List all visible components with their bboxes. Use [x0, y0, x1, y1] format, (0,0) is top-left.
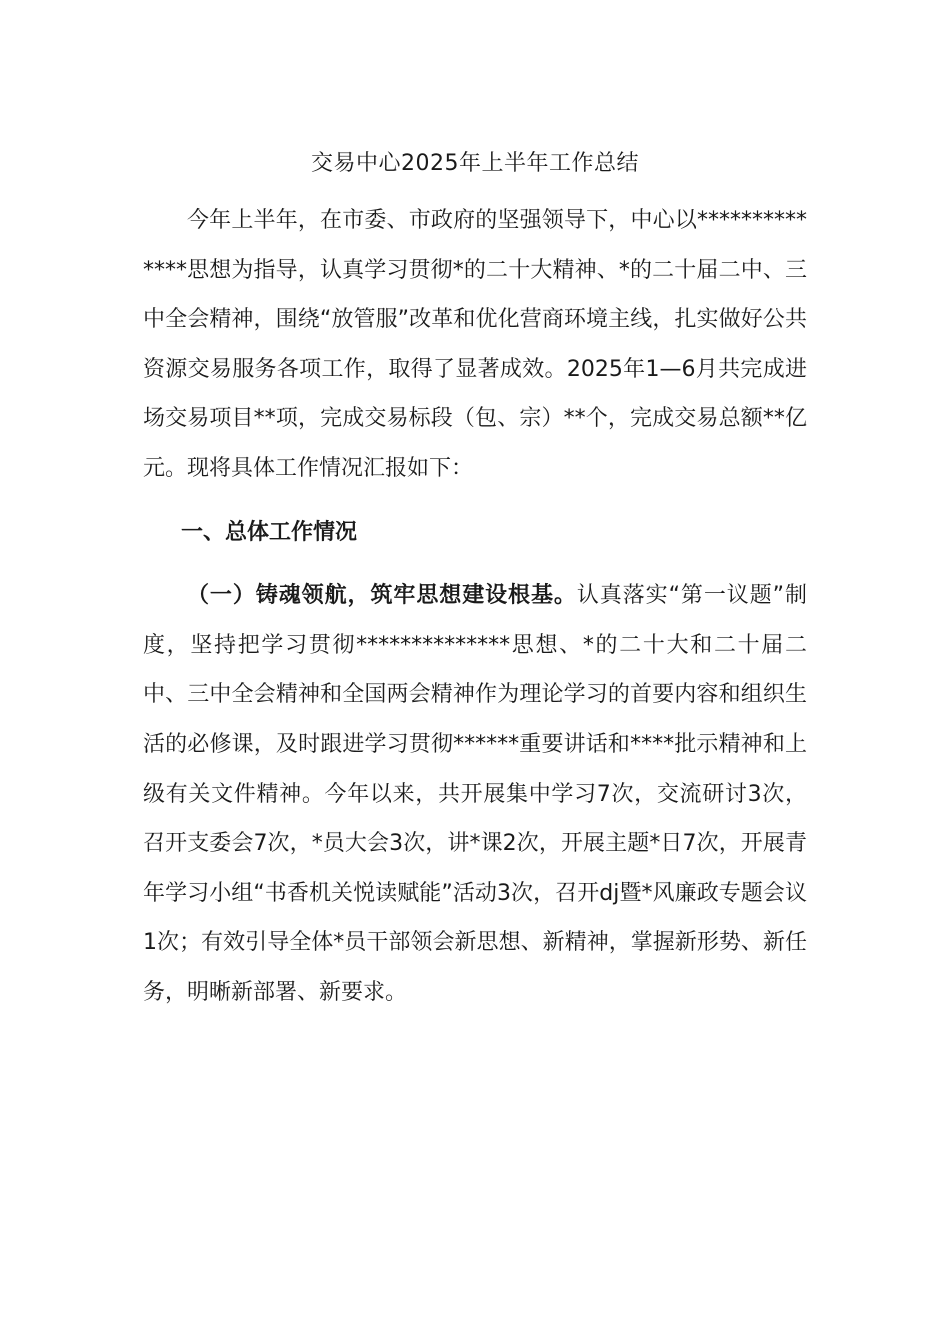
- document-body: [143, 146, 807, 1018]
- section-heading: 一、总体工作情况: [181, 519, 358, 545]
- subsection-lead: （一）铸魂领航，筑牢思想建设根基。: [187, 583, 577, 609]
- subsection-body: 认真落实“第一议题”制度，坚持把学习贯彻**************思想、*的二十大和二十届二中、三中全会精神和全国两会精神作为理论学习的首要内容和组织生活的必修课，及时跟进学习贯彻******重要讲话和****批示精神和上级有关文件精神。今年以来，共开展集中学习7次，交流研讨3次，召开支委会7次，*员大会3次，讲*课2次，开展主题*日7次，开展青年学习小组“书香机关悦读赋能”活动3次，召开dj暨*风廉政专题会议1次；有效引导全体*员干部领会新思想、新精神，掌握新形势、新任务，明晰新部署、新要求。: [143, 583, 807, 1005]
- subsection-paragraph: [143, 571, 807, 1017]
- document-title: 交易中心2025年上半年工作总结: [311, 151, 639, 176]
- intro-paragraph: 今年上半年，在市委、市政府的坚强领导下，中心以**************思想为指导，认真学习贯彻*的二十大精神、*的二十届二中、三中全会精神，围绕“放管服”改革和优化营商环境主线，扎实做好公共资源交易服务各项工作，取得了显著成效。2025年1—6月共完成进场交易项目**项，完成交易标段（包、宗）**个，完成交易总额**亿元。现将具体工作情况汇报如下：: [143, 208, 807, 481]
